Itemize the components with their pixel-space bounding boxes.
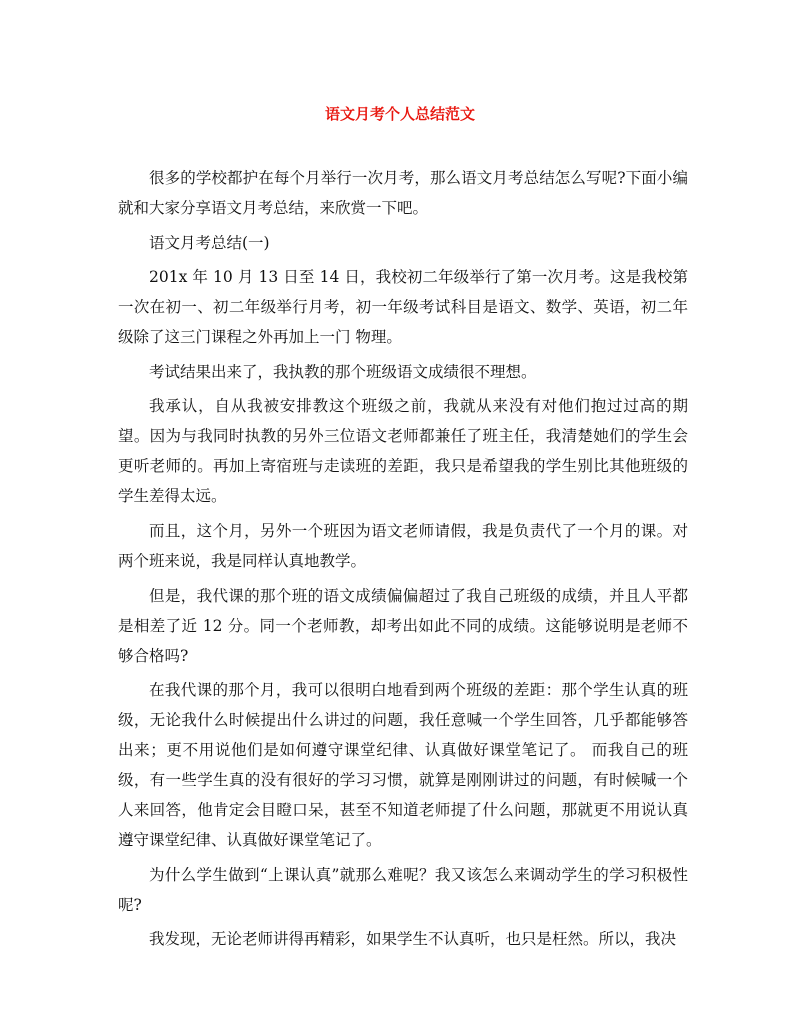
paragraph: 我承认，自从我被安排教这个班级之前，我就从来没有对他们抱过过高的期望。因为与我同时执教的另外三位语文老师都兼任了班主任，我清楚她们的学生会更听老师的。再加上寄宿班与走读班的差距，我只是希望我的学生别比其他班级的学生差得太远。 <box>118 397 688 506</box>
paragraph: 考试结果出来了，我执教的那个班级语文成绩很不理想。 <box>149 362 537 381</box>
paragraph: 为什么学生做到“上课认真”就那么难呢？我又该怎么来调动学生的学习积极性呢? <box>118 865 688 914</box>
paragraph: 201x 年 10 月 13 日至 14 日，我校初二年级举行了第一次月考。这是我校第一次在初一、初二年级举行月考，初一年级考试科目是语文、数学、英语，初二年级除了这三门课程之外再加上一门 物理。 <box>118 268 688 347</box>
document-title: 语文月考个人总结范文 <box>324 105 475 123</box>
paragraph: 但是，我代课的那个班的语文成绩偏偏超过了我自己班级的成绩，并且人平都是相差了近 12 分。同一个老师教，却考出如此不同的成绩。这能够说明是老师不够合格吗? <box>118 586 688 665</box>
paragraph: 在我代课的那个月，我可以很明白地看到两个班级的差距：那个学生认真的班级，无论我什么时候提出什么讲过的问题，我任意喊一个学生回答，几乎都能够答出来；更不用说他们是如何遵守课堂纪律、认真做好课堂笔记了。 而我自己的班级，有一些学生真的没有很好的学习习惯，就算是刚刚讲过的问题，有时候喊一个人来回答，他肯定会目瞪口呆，甚至不知道老师提了什么问题，那就更不用说认真遵守课堂纪律、认真做好课堂笔记了。 <box>118 681 688 850</box>
paragraph-intro: 很多的学校都护在每个月举行一次月考，那么语文月考总结怎么写呢?下面小编就和大家分享语文月考总结，来欣赏一下吧。 <box>118 169 688 217</box>
document-body <box>118 163 688 959</box>
section-heading: 语文月考总结(一) <box>149 233 270 252</box>
paragraph: 我发现，无论老师讲得再精彩，如果学生不认真听，也只是枉然。所以，我决 <box>149 930 677 949</box>
paragraph: 而且，这个月，另外一个班因为语文老师请假，我是负责代了一个月的课。对两个班来说，我是同样认真地教学。 <box>118 521 688 570</box>
